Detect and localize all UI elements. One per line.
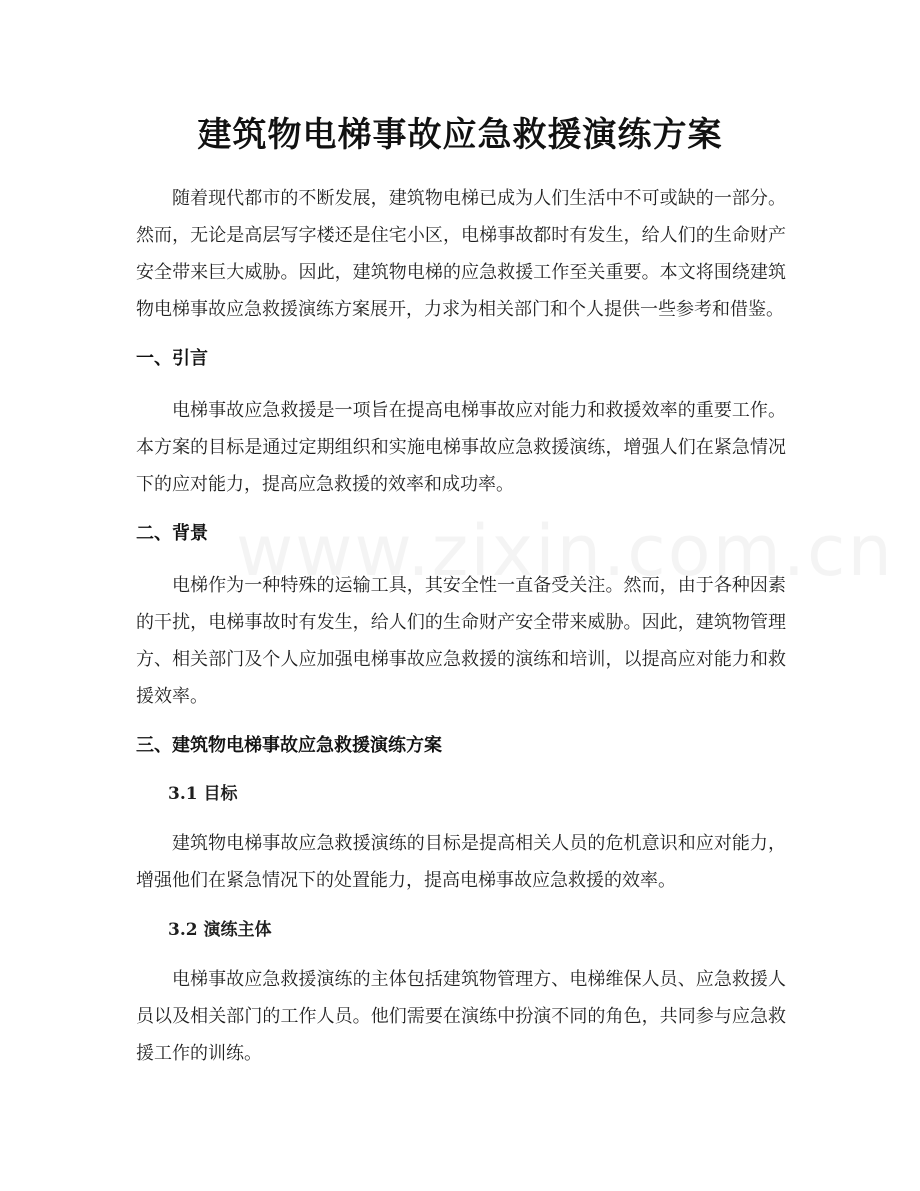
subsection-goal-paragraph: 建筑物电梯事故应急救援演练的目标是提高相关人员的危机意识和应对能力，增强他们在紧急情况下的处置能力，提高电梯事故应急救援的效率。 [136,833,786,891]
subsection-heading-participants: 3.2 演练主体 [168,920,272,940]
document-title: 建筑物电梯事故应急救援演练方案 [197,115,723,155]
section-background-paragraph: 电梯作为一种特殊的运输工具，其安全性一直备受关注。然而，由于各种因素的干扰，电梯事故时有发生，给人们的生命财产安全带来威胁。因此，建筑物管理方、相关部门及个人应加强电梯事故应急救援的演练和培训，以提高应对能力和救援效率。 [136,575,786,707]
document-body [136,180,786,1072]
section-heading-drill-plan: 三、建筑物电梯事故应急救援演练方案 [136,735,442,756]
intro-paragraph: 随着现代都市的不断发展，建筑物电梯已成为人们生活中不可或缺的一部分。然而，无论是高层写字楼还是住宅小区，电梯事故都时有发生，给人们的生命财产安全带来巨大威胁。因此，建筑物电梯的应急救援工作至关重要。本文将围绕建筑物电梯事故应急救援演练方案展开，力求为相关部门和个人提供一些参考和借鉴。 [136,188,786,320]
section-heading-background: 二、背景 [136,523,208,544]
section-heading-introduction: 一、引言 [136,348,208,369]
section-introduction-paragraph: 电梯事故应急救援是一项旨在提高电梯事故应对能力和救援效率的重要工作。本方案的目标是通过定期组织和实施电梯事故应急救援演练，增强人们在紧急情况下的应对能力，提高应急救援的效率和成功率。 [136,400,786,495]
subsection-participants-paragraph: 电梯事故应急救援演练的主体包括建筑物管理方、电梯维保人员、应急救援人员以及相关部门的工作人员。他们需要在演练中扮演不同的角色，共同参与应急救援工作的训练。 [136,969,786,1064]
subsection-heading-goal: 3.1 目标 [168,784,238,804]
